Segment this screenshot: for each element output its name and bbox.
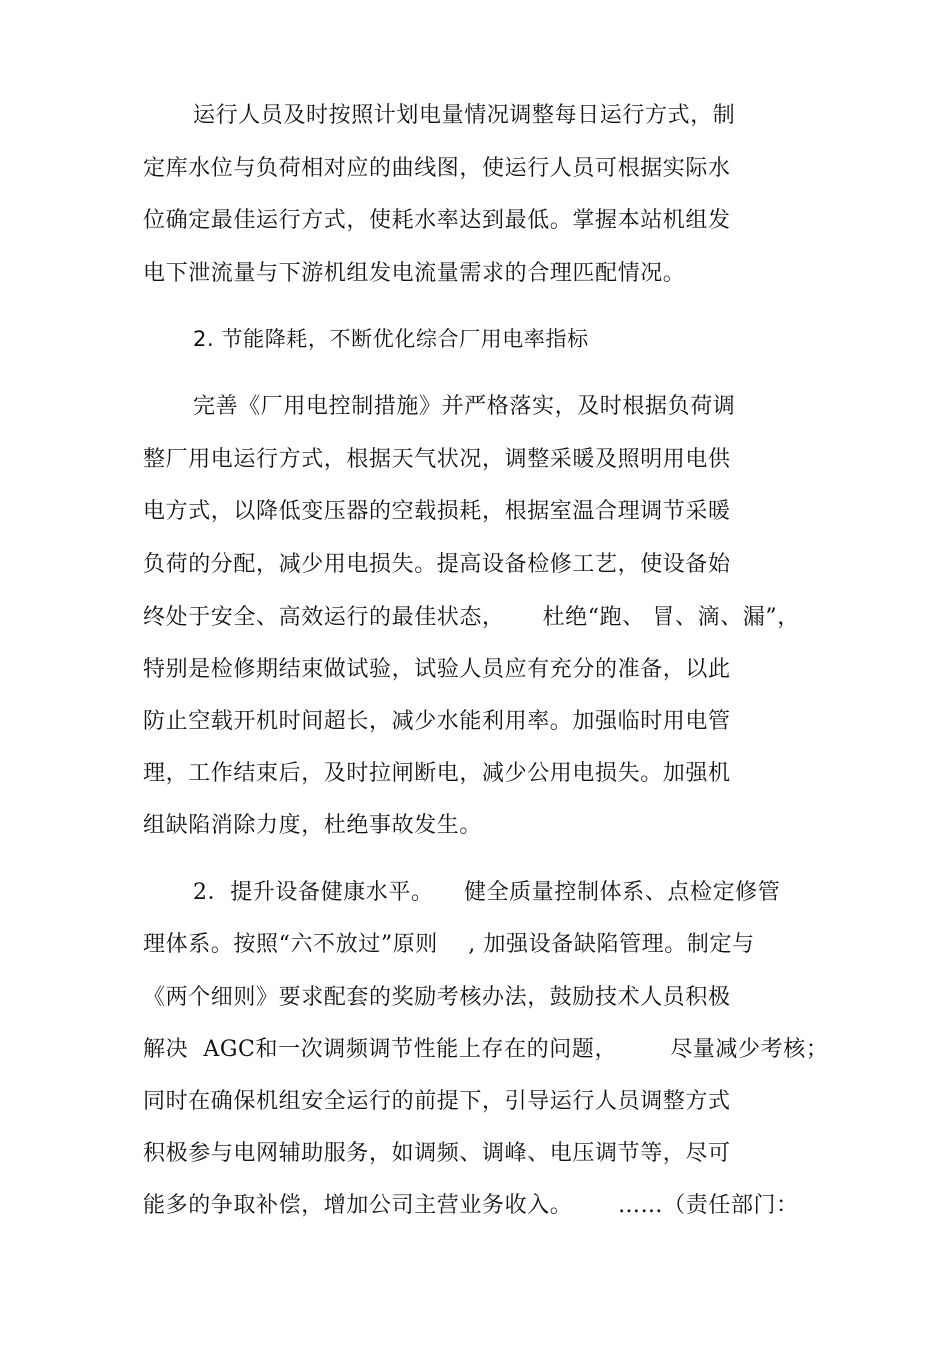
text-line: 整厂用电运行方式，根据天气状况，调整采暖及照明用电供 — [143, 447, 731, 472]
text-line: 防止空载开机时间超长，减少水能利用率。加强临时用电管 — [143, 709, 731, 734]
text-line: 特别是检修期结束做试验，试验人员应有充分的准备，以此 — [143, 657, 731, 682]
text-line: 积极参与电网辅助服务，如调频、调峰、电压调节等，尽可 — [143, 1141, 731, 1166]
text-line: 组缺陷消除力度，杜绝事故发生。 — [143, 813, 483, 838]
text-line: 位确定最佳运行方式，使耗水率达到最低。掌握本站机组发 — [143, 208, 731, 233]
text-line: 2．提升设备健康水平。 健全质量控制体系、点检定修管 — [193, 880, 781, 905]
text-line: 理体系。按照“六不放过”原则 , 加强设备缺陷管理。制定与 — [143, 932, 755, 957]
text-line: 负荷的分配，减少用电损失。提高设备检修工艺，使设备始 — [143, 552, 731, 577]
text-line: 终处于安全、高效运行的最佳状态， 杜绝“跑、 冒、滴、漏”， — [143, 605, 800, 630]
text-line: 定库水位与负荷相对应的曲线图，使运行人员可根据实际水 — [143, 156, 731, 181]
section-heading: 2. 节能降耗，不断优化综合厂用电率指标 — [193, 327, 589, 351]
text-line: 运行人员及时按照计划电量情况调整每日运行方式，制 — [193, 103, 736, 128]
text-line: 电下泄流量与下游机组发电流量需求的合理匹配情况。 — [143, 261, 686, 286]
text-line: 电方式，以降低变压器的空载损耗，根据室温合理调节采暖 — [143, 499, 731, 524]
text-line: 完善《厂用电控制措施》并严格落实，及时根据负荷调 — [193, 394, 736, 419]
text-line: 同时在确保机组安全运行的前提下，引导运行人员调整方式 — [143, 1089, 731, 1114]
text-line: 理，工作结束后，及时拉闸断电，减少公用电损失。加强机 — [143, 761, 731, 786]
text-line: 《两个细则》要求配套的奖励考核办法，鼓励技术人员积极 — [143, 985, 731, 1010]
text-line: 能多的争取补偿，增加公司主营业务收入。 ……（责任部门： — [143, 1193, 799, 1218]
text-line: 解决 AGC和一次调频调节性能上存在的问题， 尽量减少考核； — [143, 1037, 829, 1062]
